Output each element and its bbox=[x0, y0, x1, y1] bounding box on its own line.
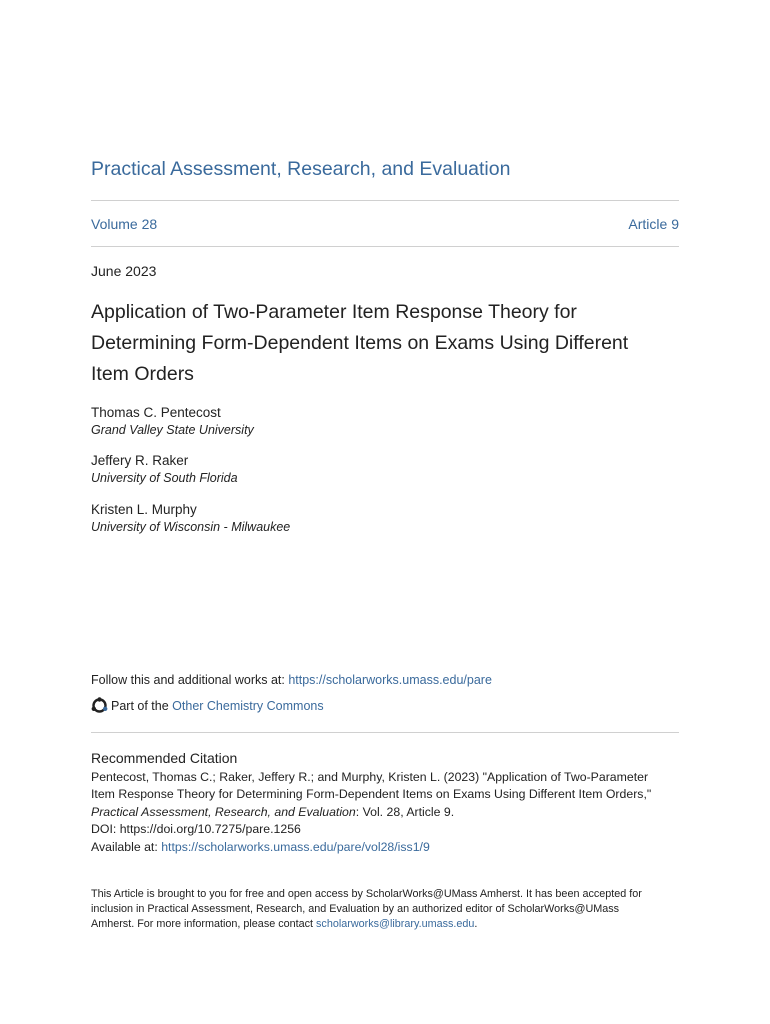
commons-link[interactable]: Other Chemistry Commons bbox=[172, 698, 324, 713]
available-link[interactable]: https://scholarworks.umass.edu/pare/vol28/iss1/9 bbox=[161, 839, 430, 854]
citation-heading: Recommended Citation bbox=[91, 750, 238, 766]
citation-line bbox=[91, 839, 679, 856]
follow-text: Follow this and additional works at: bbox=[91, 673, 289, 687]
follow-line bbox=[91, 673, 492, 687]
contact-email-link[interactable]: scholarworks@library.umass.edu bbox=[316, 918, 475, 931]
citation-journal: Practical Assessment, Research, and Evaluation bbox=[91, 804, 356, 819]
author-block bbox=[91, 452, 238, 487]
notice-line bbox=[91, 917, 679, 932]
notice-end: . bbox=[474, 918, 478, 931]
notice-line: This Article is brought to you for free and open access by ScholarWorks@UMass Amherst. It has been accepted for bbox=[91, 888, 642, 900]
repository-link[interactable]: https://scholarworks.umass.edu/pare bbox=[288, 673, 492, 687]
author-name: Kristen L. Murphy bbox=[91, 502, 197, 517]
author-name: Jeffery R. Raker bbox=[91, 453, 189, 468]
citation-line bbox=[91, 804, 679, 821]
part-of-text: Part of the bbox=[111, 698, 169, 713]
author-block bbox=[91, 404, 254, 439]
author-affiliation: Grand Valley State University bbox=[91, 423, 254, 437]
notice-text: Amherst. For more information, please contact bbox=[91, 918, 317, 931]
citation-volume: : Vol. 28, Article 9. bbox=[355, 804, 455, 819]
access-notice bbox=[91, 887, 679, 933]
citation-doi: DOI: https://doi.org/10.7275/pare.1256 bbox=[91, 822, 301, 837]
available-label: Available at: bbox=[91, 839, 162, 854]
citation-line: Item Response Theory for Determining Form-Dependent Items on Exams Using Different Item Orders," bbox=[91, 787, 652, 802]
part-of-line bbox=[91, 697, 324, 714]
author-block bbox=[91, 501, 290, 536]
title-line: Item Orders bbox=[91, 363, 194, 385]
divider bbox=[91, 732, 679, 733]
citation-block bbox=[91, 769, 679, 856]
author-name: Thomas C. Pentecost bbox=[91, 405, 221, 420]
citation-line: Pentecost, Thomas C.; Raker, Jeffery R.; and Murphy, Kristen L. (2023) "Application of Two-Parameter bbox=[91, 770, 649, 784]
title-line: Application of Two-Parameter Item Response Theory for bbox=[91, 301, 577, 323]
network-icon bbox=[91, 697, 108, 714]
notice-line: inclusion in Practical Assessment, Research, and Evaluation by an authorized editor of ScholarWorks@UMass bbox=[91, 903, 620, 916]
author-affiliation: University of Wisconsin - Milwaukee bbox=[91, 520, 291, 534]
journal-title-link[interactable]: Practical Assessment, Research, and Evaluation bbox=[91, 158, 511, 180]
article-link[interactable]: Article 9 bbox=[628, 216, 679, 232]
divider bbox=[91, 200, 679, 201]
article-title bbox=[91, 297, 679, 390]
title-line: Determining Form-Dependent Items on Exams Using Different bbox=[91, 332, 629, 354]
divider bbox=[91, 246, 679, 247]
volume-link[interactable]: Volume 28 bbox=[91, 216, 158, 232]
author-affiliation: University of South Florida bbox=[91, 471, 238, 485]
publication-date: June 2023 bbox=[91, 263, 157, 279]
